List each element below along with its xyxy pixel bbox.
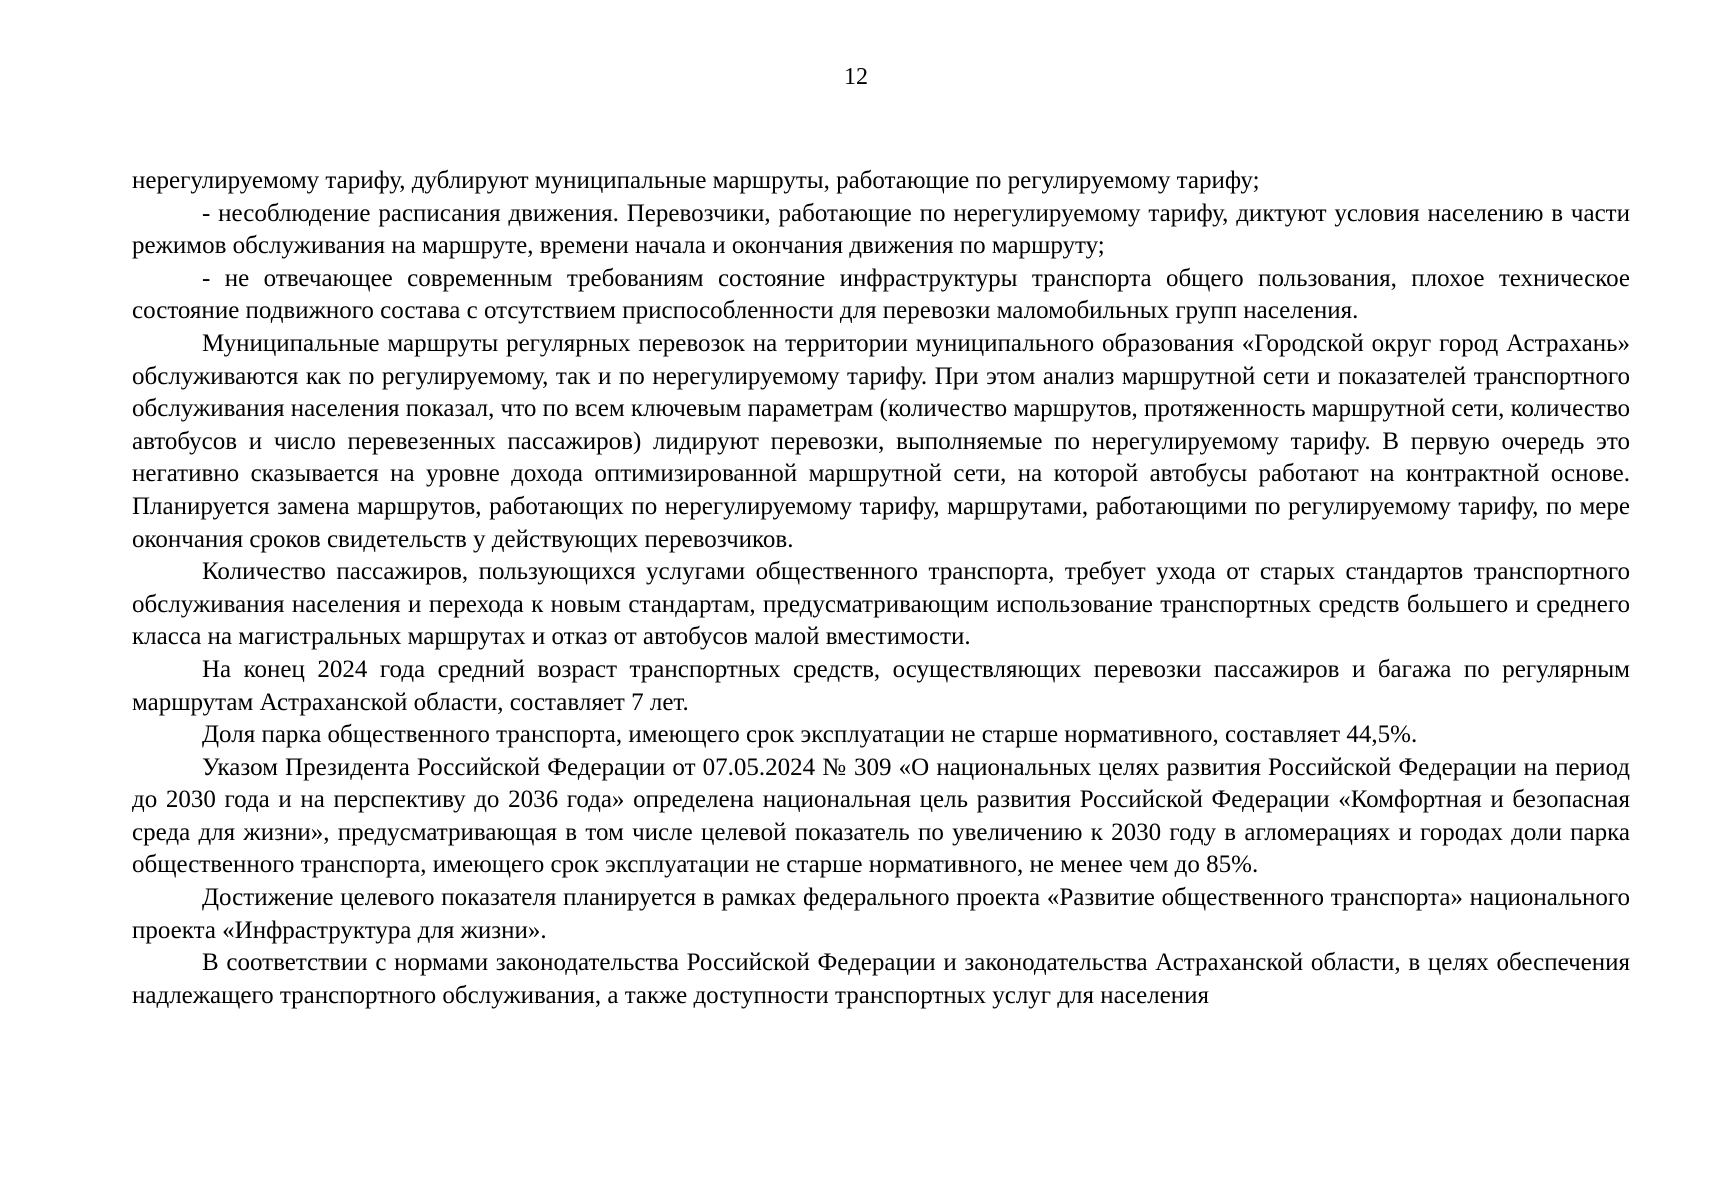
paragraph-presidential-decree: Указом Президента Российской Федерации от 07.05.2024 № 309 «О национальных целях развития Российской Федерации на период до 2030 года и на перспективу до 2036 года» определена национальная цель развития Российской Федерации «Комфортная и безопасная среда для жизни», предусматривающая в том числе целевой показатель по увеличению к 2030 году в агломерациях и городах доли парка общественного транспорта, имеющего срок эксплуатации не старше нормативного, не менее чем до 85%. <box>132 753 1630 879</box>
paragraph-legislation: В соответствии с нормами законодательства Российской Федерации и законодательства Астраханской области, в целях обеспечения надлежащего транспортного обслуживания, а также доступности транспортных услуг для населения <box>132 949 1630 1009</box>
paragraph-average-age: На конец 2024 года средний возраст транспортных средств, осуществляющих перевозки пассажиров и багажа по регулярным маршрутам Астраханской области, составляет 7 лет. <box>132 655 1630 716</box>
paragraph-passenger-count: Количество пассажиров, пользующихся услугами общественного транспорта, требует ухода от старых стандартов транспортного обслуживания населения и перехода к новым стандартам, предусматривающим использование транспортных средств большего и среднего класса на магистральных маршрутах и отказ от автобусов малой вместимости. <box>132 558 1630 651</box>
paragraph-list-item-schedule: - несоблюдение расписания движения. Перевозчики, работающие по нерегулируемому тарифу, диктуют условия населению в части режимов обслуживания на маршруте, времени начала и окончания движения по маршруту; <box>132 199 1630 260</box>
paragraph-list-item-infrastructure: - не отвечающее современным требованиям состояние инфраструктуры транспорта общего пользования, плохое техническое состояние подвижного состава с отсутствием приспособленности для перевозки маломобильных групп населения. <box>132 264 1630 325</box>
paragraph-target-achievement: Достижение целевого показателя планируется в рамках федерального проекта «Развитие общественного транспорта» национального проекта «Инфраструктура для жизни». <box>132 884 1630 944</box>
paragraph-fleet-share: Доля парка общественного транспорта, имеющего срок эксплуатации не старше нормативного, составляет 44,5%. <box>202 721 1418 749</box>
document-body <box>132 165 1630 1012</box>
paragraph-municipal-routes: Муниципальные маршруты регулярных перевозок на территории муниципального образования «Городской округ город Астрахань» обслуживаются как по регулируемому, так и по нерегулируемому тарифу. При этом анализ маршрутной сети и показателей транспортного обслуживания населения показал, что по всем ключевым параметрам (количество маршрутов, протяженность маршрутной сети, количество автобусов и число перевезенных пассажиров) лидируют перевозки, выполняемые по нерегулируемому тарифу. В первую очередь это негативно сказывается на уровне дохода оптимизированной маршрутной сети, на которой автобусы работают на контрактной основе. Планируется замена маршрутов, работающих по нерегулируемому тарифу, маршрутами, работающими по регулируемому тарифу, по мере окончания сроков свидетельств у действующих перевозчиков. <box>132 329 1630 553</box>
page-number: 12 <box>844 64 868 90</box>
paragraph-continuation: нерегулируемому тарифу, дублируют муниципальные маршруты, работающие по регулируемому тарифу; <box>132 167 1260 194</box>
